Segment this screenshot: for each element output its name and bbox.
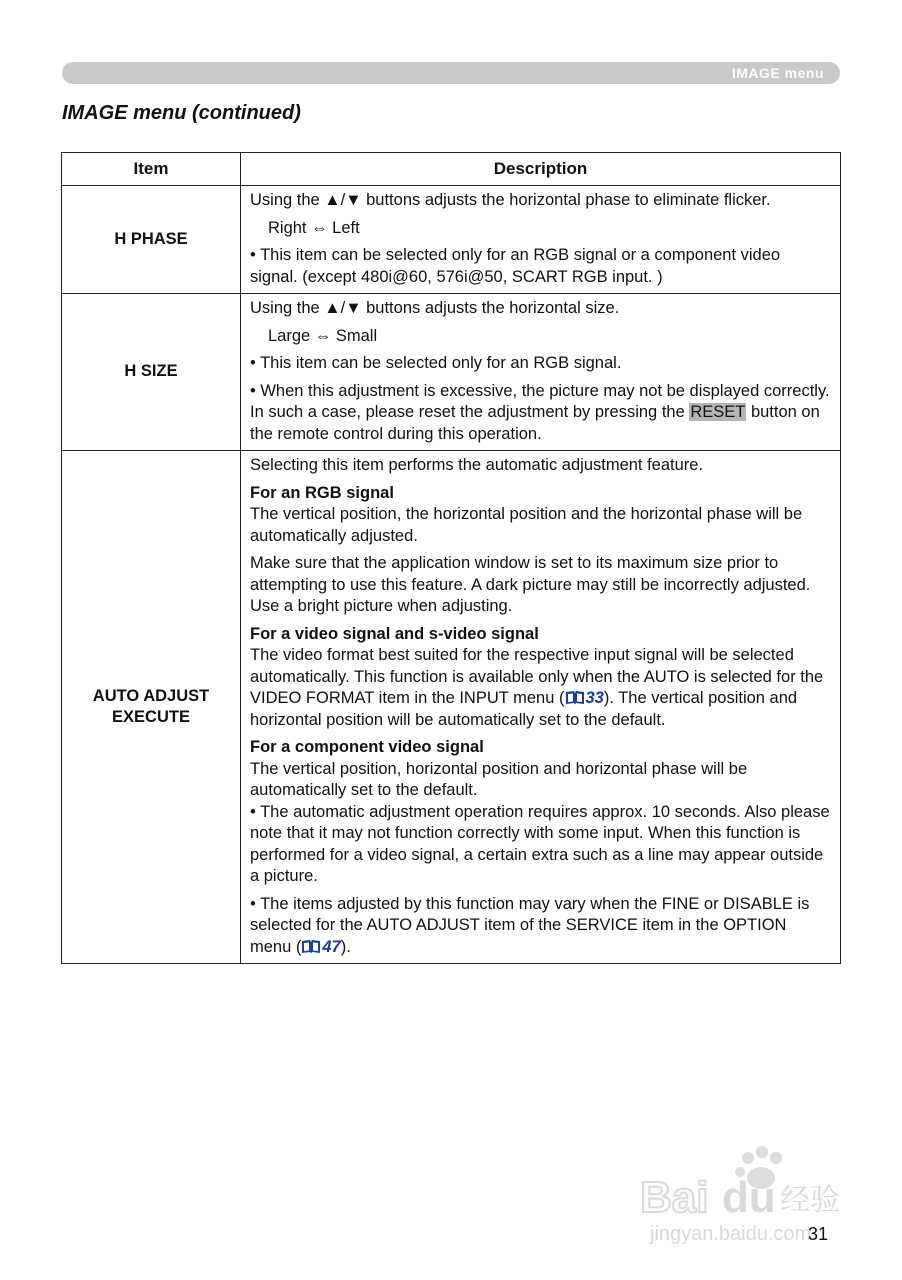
adjust-direction: Right ⇔ Left <box>268 218 360 237</box>
page-reference[interactable] <box>565 689 604 707</box>
adjust-direction: Large ⇔ Small <box>268 326 378 345</box>
item-description <box>241 451 841 964</box>
description-note: • This item can be selected only for an RGB signal. <box>250 354 622 372</box>
item-name: H SIZE <box>62 294 241 451</box>
subheading: For an RGB signal <box>250 483 394 502</box>
description-text: Selecting this item performs the automatic adjustment feature. <box>250 456 704 474</box>
description-note <box>250 381 832 446</box>
description-text: The vertical position, the horizontal position and the horizontal phase will be automatically adjusted. <box>250 505 803 545</box>
note-text: button on the remote control during this operation. <box>250 403 820 443</box>
page-number: 31 <box>807 1224 828 1244</box>
menu-table <box>61 152 841 964</box>
description-text <box>250 645 832 731</box>
description-text: Using the ▲/▼ buttons adjusts the horizontal size. <box>250 299 620 317</box>
item-name: H PHASE <box>62 186 241 294</box>
column-header-item: Item <box>62 153 241 186</box>
text-segment: • The items adjusted by this function may vary when the FINE or DISABLE is selected for the AUTO ADJUST item of the SERVICE item in the OPTION menu ( <box>250 894 810 956</box>
item-description <box>241 294 841 451</box>
subheading: For a video signal and s-video signal <box>250 624 539 643</box>
reset-key-label: RESET <box>690 403 746 421</box>
page-reference-number: 33 <box>585 689 604 707</box>
page-reference-number: 47 <box>322 937 341 956</box>
description-note: • This item can be selected only for an RGB signal or a component video signal. (except 480i@60, 576i@50, SCART RGB input. ) <box>250 246 781 286</box>
header-label: IMAGE menu <box>731 65 824 81</box>
table-header-row <box>62 153 841 186</box>
table-row <box>62 451 841 964</box>
header-bar <box>62 62 840 84</box>
description-text: Using the ▲/▼ buttons adjusts the horizontal phase to eliminate flicker. <box>250 191 771 209</box>
note-text: • When this adjustment is excessive, the picture may not be displayed correctly. In such a case, please reset the adjustment by pressing the <box>250 381 830 421</box>
svg-text:du: du <box>722 1173 776 1222</box>
section-title: IMAGE menu (continued) <box>62 102 301 124</box>
svg-text:jingyan.baidu.com: jingyan.baidu.com <box>650 1223 812 1245</box>
description-text: The vertical position, horizontal position and horizontal phase will be automatically set to the default. <box>250 759 748 799</box>
component-signal-block <box>250 737 832 888</box>
book-icon <box>565 690 585 705</box>
svg-text:经验: 经验 <box>780 1183 840 1218</box>
video-signal-block <box>250 624 832 732</box>
table-row <box>62 186 841 294</box>
text-segment: ). The vertical position and horizontal position will be automatically set to the default. <box>250 689 798 729</box>
subheading: For a component video signal <box>250 738 484 756</box>
item-description <box>241 186 841 294</box>
column-header-description: Description <box>241 153 841 186</box>
description-text: Make sure that the application window is set to its maximum size prior to attempting to use this feature. A dark picture may still be incorrectly adjusted. Use a bright picture when adjusting. <box>250 554 811 615</box>
rgb-signal-block <box>250 483 832 548</box>
item-name: AUTO ADJUST EXECUTE <box>62 451 241 964</box>
svg-text:Bai: Bai <box>640 1173 709 1222</box>
table-row <box>62 294 841 451</box>
page-reference[interactable] <box>301 938 340 956</box>
book-icon <box>301 939 321 954</box>
description-note <box>250 894 832 959</box>
text-segment: The video format best suited for the respective input signal will be selected automatically. This function is available only when the AUTO is selected for the VIDEO FORMAT item in the INPUT menu ( <box>250 646 824 707</box>
description-note: • The automatic adjustment operation requires approx. 10 seconds. Also please note that it may not function correctly with some input. When this function is performed for a video signal, a certain extra such as a line may appear outside a picture. <box>250 802 830 885</box>
text-segment: ). <box>340 937 351 956</box>
